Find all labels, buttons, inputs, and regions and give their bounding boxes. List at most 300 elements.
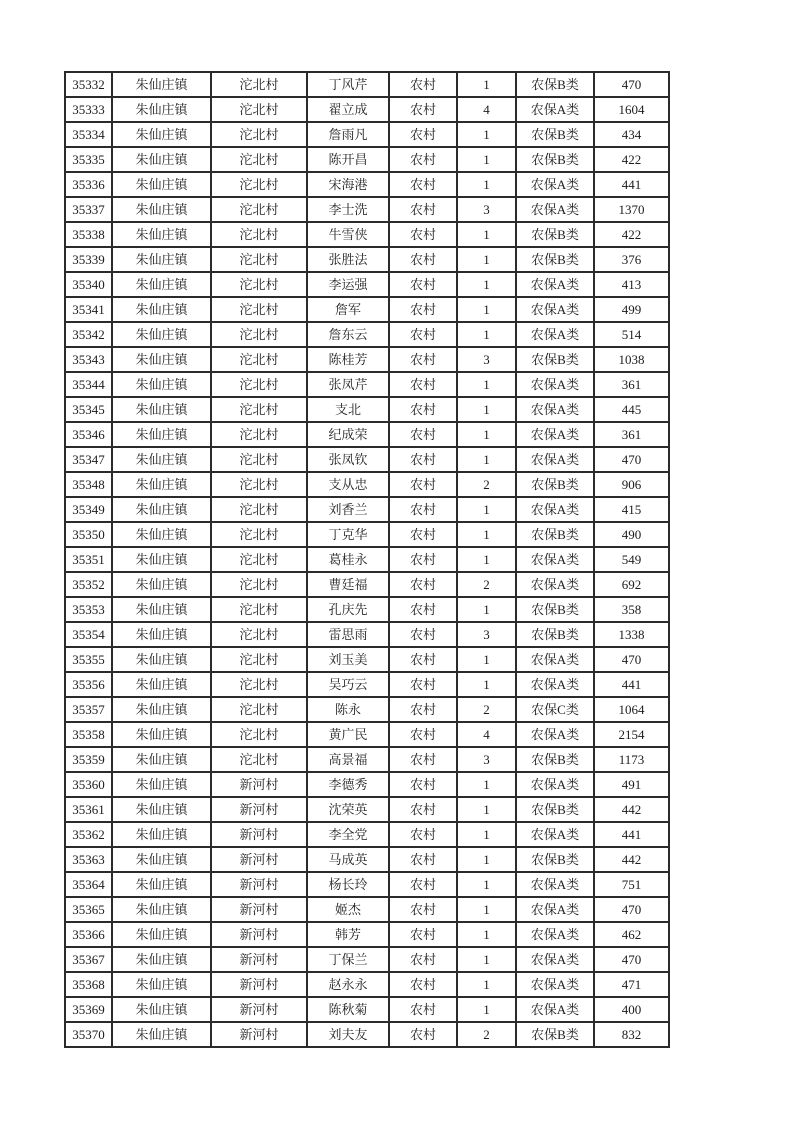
cell-village: 沱北村 bbox=[211, 522, 307, 547]
cell-category: 农保A类 bbox=[516, 672, 594, 697]
cell-name: 李运强 bbox=[307, 272, 389, 297]
cell-id: 35370 bbox=[65, 1022, 112, 1047]
cell-type: 农村 bbox=[389, 697, 457, 722]
cell-type: 农村 bbox=[389, 772, 457, 797]
cell-category: 农保A类 bbox=[516, 922, 594, 947]
cell-category: 农保A类 bbox=[516, 647, 594, 672]
cell-village: 新河村 bbox=[211, 897, 307, 922]
cell-amount: 422 bbox=[594, 222, 669, 247]
cell-type: 农村 bbox=[389, 422, 457, 447]
cell-name: 马成英 bbox=[307, 847, 389, 872]
cell-name: 陈开昌 bbox=[307, 147, 389, 172]
cell-village: 沱北村 bbox=[211, 497, 307, 522]
table-row bbox=[65, 247, 669, 272]
cell-category: 农保B类 bbox=[516, 472, 594, 497]
cell-town: 朱仙庄镇 bbox=[112, 597, 211, 622]
cell-amount: 470 bbox=[594, 72, 669, 97]
cell-town: 朱仙庄镇 bbox=[112, 947, 211, 972]
cell-village: 沱北村 bbox=[211, 547, 307, 572]
cell-count: 1 bbox=[457, 597, 516, 622]
cell-village: 沱北村 bbox=[211, 472, 307, 497]
cell-count: 2 bbox=[457, 472, 516, 497]
table-row bbox=[65, 422, 669, 447]
cell-village: 沱北村 bbox=[211, 72, 307, 97]
cell-type: 农村 bbox=[389, 122, 457, 147]
cell-type: 农村 bbox=[389, 572, 457, 597]
cell-count: 1 bbox=[457, 672, 516, 697]
cell-village: 沱北村 bbox=[211, 222, 307, 247]
cell-town: 朱仙庄镇 bbox=[112, 272, 211, 297]
cell-category: 农保A类 bbox=[516, 872, 594, 897]
cell-id: 35365 bbox=[65, 897, 112, 922]
cell-town: 朱仙庄镇 bbox=[112, 397, 211, 422]
cell-town: 朱仙庄镇 bbox=[112, 697, 211, 722]
cell-category: 农保B类 bbox=[516, 797, 594, 822]
table-row bbox=[65, 547, 669, 572]
cell-type: 农村 bbox=[389, 347, 457, 372]
cell-name: 詹军 bbox=[307, 297, 389, 322]
cell-count: 3 bbox=[457, 347, 516, 372]
cell-type: 农村 bbox=[389, 297, 457, 322]
cell-id: 35369 bbox=[65, 997, 112, 1022]
cell-type: 农村 bbox=[389, 897, 457, 922]
cell-id: 35355 bbox=[65, 647, 112, 672]
cell-type: 农村 bbox=[389, 597, 457, 622]
cell-count: 1 bbox=[457, 922, 516, 947]
cell-id: 35356 bbox=[65, 672, 112, 697]
cell-count: 1 bbox=[457, 872, 516, 897]
cell-name: 李全党 bbox=[307, 822, 389, 847]
cell-category: 农保A类 bbox=[516, 972, 594, 997]
cell-type: 农村 bbox=[389, 197, 457, 222]
cell-amount: 1064 bbox=[594, 697, 669, 722]
cell-amount: 422 bbox=[594, 147, 669, 172]
cell-type: 农村 bbox=[389, 547, 457, 572]
cell-id: 35336 bbox=[65, 172, 112, 197]
cell-category: 农保B类 bbox=[516, 222, 594, 247]
cell-type: 农村 bbox=[389, 447, 457, 472]
cell-count: 1 bbox=[457, 547, 516, 572]
data-table bbox=[64, 71, 670, 1048]
table-row bbox=[65, 647, 669, 672]
cell-town: 朱仙庄镇 bbox=[112, 172, 211, 197]
table-row bbox=[65, 397, 669, 422]
cell-count: 1 bbox=[457, 522, 516, 547]
cell-town: 朱仙庄镇 bbox=[112, 522, 211, 547]
cell-amount: 376 bbox=[594, 247, 669, 272]
table-row bbox=[65, 1022, 669, 1047]
cell-count: 1 bbox=[457, 222, 516, 247]
cell-id: 35345 bbox=[65, 397, 112, 422]
table-row bbox=[65, 572, 669, 597]
cell-id: 35340 bbox=[65, 272, 112, 297]
cell-type: 农村 bbox=[389, 397, 457, 422]
cell-id: 35366 bbox=[65, 922, 112, 947]
cell-amount: 491 bbox=[594, 772, 669, 797]
cell-village: 沱北村 bbox=[211, 197, 307, 222]
cell-name: 李士洗 bbox=[307, 197, 389, 222]
cell-count: 1 bbox=[457, 272, 516, 297]
cell-category: 农保B类 bbox=[516, 122, 594, 147]
table-row bbox=[65, 697, 669, 722]
cell-count: 1 bbox=[457, 247, 516, 272]
cell-amount: 2154 bbox=[594, 722, 669, 747]
cell-count: 1 bbox=[457, 797, 516, 822]
cell-count: 1 bbox=[457, 72, 516, 97]
cell-town: 朱仙庄镇 bbox=[112, 722, 211, 747]
cell-amount: 442 bbox=[594, 847, 669, 872]
cell-village: 沱北村 bbox=[211, 372, 307, 397]
cell-name: 杨长玲 bbox=[307, 872, 389, 897]
cell-type: 农村 bbox=[389, 997, 457, 1022]
cell-village: 沱北村 bbox=[211, 647, 307, 672]
cell-count: 1 bbox=[457, 447, 516, 472]
cell-amount: 361 bbox=[594, 422, 669, 447]
cell-name: 詹雨凡 bbox=[307, 122, 389, 147]
cell-name: 丁保兰 bbox=[307, 947, 389, 972]
cell-amount: 462 bbox=[594, 922, 669, 947]
cell-type: 农村 bbox=[389, 922, 457, 947]
cell-town: 朱仙庄镇 bbox=[112, 497, 211, 522]
cell-id: 35357 bbox=[65, 697, 112, 722]
table-row bbox=[65, 672, 669, 697]
cell-town: 朱仙庄镇 bbox=[112, 72, 211, 97]
cell-village: 沱北村 bbox=[211, 397, 307, 422]
table-row bbox=[65, 897, 669, 922]
cell-amount: 1038 bbox=[594, 347, 669, 372]
cell-type: 农村 bbox=[389, 872, 457, 897]
cell-town: 朱仙庄镇 bbox=[112, 247, 211, 272]
cell-village: 新河村 bbox=[211, 922, 307, 947]
cell-village: 沱北村 bbox=[211, 697, 307, 722]
cell-village: 沱北村 bbox=[211, 297, 307, 322]
cell-count: 1 bbox=[457, 122, 516, 147]
cell-id: 35361 bbox=[65, 797, 112, 822]
cell-town: 朱仙庄镇 bbox=[112, 147, 211, 172]
cell-type: 农村 bbox=[389, 72, 457, 97]
cell-amount: 751 bbox=[594, 872, 669, 897]
cell-id: 35368 bbox=[65, 972, 112, 997]
cell-amount: 1370 bbox=[594, 197, 669, 222]
table-row bbox=[65, 872, 669, 897]
table-row bbox=[65, 722, 669, 747]
table-row bbox=[65, 522, 669, 547]
cell-id: 35346 bbox=[65, 422, 112, 447]
cell-name: 詹东云 bbox=[307, 322, 389, 347]
cell-id: 35354 bbox=[65, 622, 112, 647]
cell-type: 农村 bbox=[389, 147, 457, 172]
cell-town: 朱仙庄镇 bbox=[112, 447, 211, 472]
cell-type: 农村 bbox=[389, 797, 457, 822]
cell-count: 1 bbox=[457, 997, 516, 1022]
cell-type: 农村 bbox=[389, 272, 457, 297]
cell-town: 朱仙庄镇 bbox=[112, 772, 211, 797]
cell-category: 农保B类 bbox=[516, 147, 594, 172]
cell-village: 沱北村 bbox=[211, 447, 307, 472]
cell-town: 朱仙庄镇 bbox=[112, 647, 211, 672]
cell-category: 农保B类 bbox=[516, 1022, 594, 1047]
cell-village: 新河村 bbox=[211, 797, 307, 822]
cell-name: 支北 bbox=[307, 397, 389, 422]
cell-name: 丁风芹 bbox=[307, 72, 389, 97]
cell-type: 农村 bbox=[389, 972, 457, 997]
cell-town: 朱仙庄镇 bbox=[112, 547, 211, 572]
cell-amount: 441 bbox=[594, 172, 669, 197]
table-row bbox=[65, 772, 669, 797]
cell-id: 35341 bbox=[65, 297, 112, 322]
cell-name: 刘夫友 bbox=[307, 1022, 389, 1047]
cell-category: 农保B类 bbox=[516, 597, 594, 622]
cell-id: 35364 bbox=[65, 872, 112, 897]
cell-count: 1 bbox=[457, 297, 516, 322]
cell-count: 3 bbox=[457, 622, 516, 647]
cell-count: 1 bbox=[457, 147, 516, 172]
table-row bbox=[65, 347, 669, 372]
cell-count: 1 bbox=[457, 397, 516, 422]
cell-count: 1 bbox=[457, 897, 516, 922]
cell-town: 朱仙庄镇 bbox=[112, 922, 211, 947]
cell-amount: 434 bbox=[594, 122, 669, 147]
cell-village: 新河村 bbox=[211, 772, 307, 797]
cell-id: 35359 bbox=[65, 747, 112, 772]
cell-type: 农村 bbox=[389, 722, 457, 747]
cell-name: 姬杰 bbox=[307, 897, 389, 922]
cell-name: 陈秋菊 bbox=[307, 997, 389, 1022]
cell-name: 黄广民 bbox=[307, 722, 389, 747]
cell-town: 朱仙庄镇 bbox=[112, 297, 211, 322]
cell-category: 农保A类 bbox=[516, 822, 594, 847]
cell-category: 农保A类 bbox=[516, 997, 594, 1022]
cell-town: 朱仙庄镇 bbox=[112, 472, 211, 497]
table-row bbox=[65, 822, 669, 847]
cell-amount: 471 bbox=[594, 972, 669, 997]
cell-town: 朱仙庄镇 bbox=[112, 422, 211, 447]
cell-name: 张凤钦 bbox=[307, 447, 389, 472]
cell-amount: 1173 bbox=[594, 747, 669, 772]
cell-village: 新河村 bbox=[211, 997, 307, 1022]
cell-type: 农村 bbox=[389, 522, 457, 547]
cell-count: 1 bbox=[457, 372, 516, 397]
cell-category: 农保A类 bbox=[516, 372, 594, 397]
cell-category: 农保A类 bbox=[516, 547, 594, 572]
cell-town: 朱仙庄镇 bbox=[112, 847, 211, 872]
cell-count: 1 bbox=[457, 772, 516, 797]
table-row bbox=[65, 372, 669, 397]
table-row bbox=[65, 72, 669, 97]
cell-count: 2 bbox=[457, 697, 516, 722]
table-row bbox=[65, 597, 669, 622]
cell-type: 农村 bbox=[389, 622, 457, 647]
cell-id: 35349 bbox=[65, 497, 112, 522]
cell-town: 朱仙庄镇 bbox=[112, 97, 211, 122]
cell-amount: 906 bbox=[594, 472, 669, 497]
cell-id: 35352 bbox=[65, 572, 112, 597]
cell-amount: 490 bbox=[594, 522, 669, 547]
cell-village: 新河村 bbox=[211, 847, 307, 872]
cell-id: 35362 bbox=[65, 822, 112, 847]
cell-village: 新河村 bbox=[211, 972, 307, 997]
cell-id: 35338 bbox=[65, 222, 112, 247]
cell-town: 朱仙庄镇 bbox=[112, 872, 211, 897]
cell-id: 35353 bbox=[65, 597, 112, 622]
cell-village: 沱北村 bbox=[211, 347, 307, 372]
cell-id: 35344 bbox=[65, 372, 112, 397]
cell-type: 农村 bbox=[389, 647, 457, 672]
cell-type: 农村 bbox=[389, 322, 457, 347]
cell-id: 35332 bbox=[65, 72, 112, 97]
cell-amount: 549 bbox=[594, 547, 669, 572]
cell-name: 孔庆先 bbox=[307, 597, 389, 622]
cell-category: 农保A类 bbox=[516, 322, 594, 347]
cell-category: 农保A类 bbox=[516, 947, 594, 972]
cell-village: 沱北村 bbox=[211, 147, 307, 172]
cell-type: 农村 bbox=[389, 672, 457, 697]
cell-town: 朱仙庄镇 bbox=[112, 197, 211, 222]
cell-amount: 692 bbox=[594, 572, 669, 597]
cell-name: 韩芳 bbox=[307, 922, 389, 947]
cell-id: 35333 bbox=[65, 97, 112, 122]
cell-category: 农保B类 bbox=[516, 847, 594, 872]
table-row bbox=[65, 622, 669, 647]
cell-village: 沱北村 bbox=[211, 247, 307, 272]
cell-town: 朱仙庄镇 bbox=[112, 622, 211, 647]
cell-category: 农保A类 bbox=[516, 272, 594, 297]
cell-count: 1 bbox=[457, 647, 516, 672]
cell-category: 农保C类 bbox=[516, 697, 594, 722]
cell-type: 农村 bbox=[389, 97, 457, 122]
cell-village: 沱北村 bbox=[211, 572, 307, 597]
cell-count: 2 bbox=[457, 1022, 516, 1047]
cell-type: 农村 bbox=[389, 247, 457, 272]
cell-count: 1 bbox=[457, 947, 516, 972]
table-row bbox=[65, 222, 669, 247]
cell-id: 35367 bbox=[65, 947, 112, 972]
table-row bbox=[65, 122, 669, 147]
cell-category: 农保A类 bbox=[516, 97, 594, 122]
cell-name: 翟立成 bbox=[307, 97, 389, 122]
cell-amount: 361 bbox=[594, 372, 669, 397]
cell-count: 1 bbox=[457, 972, 516, 997]
cell-name: 张凤芹 bbox=[307, 372, 389, 397]
cell-amount: 470 bbox=[594, 647, 669, 672]
cell-category: 农保B类 bbox=[516, 72, 594, 97]
cell-id: 35351 bbox=[65, 547, 112, 572]
cell-name: 陈桂芳 bbox=[307, 347, 389, 372]
cell-amount: 470 bbox=[594, 947, 669, 972]
cell-village: 新河村 bbox=[211, 822, 307, 847]
cell-type: 农村 bbox=[389, 172, 457, 197]
table-row bbox=[65, 997, 669, 1022]
cell-village: 沱北村 bbox=[211, 272, 307, 297]
cell-village: 沱北村 bbox=[211, 97, 307, 122]
cell-town: 朱仙庄镇 bbox=[112, 122, 211, 147]
cell-category: 农保A类 bbox=[516, 172, 594, 197]
cell-id: 35350 bbox=[65, 522, 112, 547]
cell-count: 3 bbox=[457, 197, 516, 222]
table-row bbox=[65, 297, 669, 322]
cell-amount: 415 bbox=[594, 497, 669, 522]
cell-village: 沱北村 bbox=[211, 747, 307, 772]
cell-amount: 358 bbox=[594, 597, 669, 622]
cell-category: 农保B类 bbox=[516, 347, 594, 372]
cell-type: 农村 bbox=[389, 372, 457, 397]
cell-name: 沈荣英 bbox=[307, 797, 389, 822]
cell-village: 沱北村 bbox=[211, 622, 307, 647]
cell-category: 农保A类 bbox=[516, 722, 594, 747]
cell-amount: 400 bbox=[594, 997, 669, 1022]
cell-name: 吴巧云 bbox=[307, 672, 389, 697]
cell-category: 农保A类 bbox=[516, 422, 594, 447]
cell-name: 张胜法 bbox=[307, 247, 389, 272]
cell-name: 陈永 bbox=[307, 697, 389, 722]
cell-count: 1 bbox=[457, 497, 516, 522]
table-row bbox=[65, 172, 669, 197]
cell-name: 葛桂永 bbox=[307, 547, 389, 572]
cell-type: 农村 bbox=[389, 222, 457, 247]
cell-town: 朱仙庄镇 bbox=[112, 747, 211, 772]
cell-town: 朱仙庄镇 bbox=[112, 997, 211, 1022]
cell-id: 35363 bbox=[65, 847, 112, 872]
cell-town: 朱仙庄镇 bbox=[112, 222, 211, 247]
cell-name: 支从忠 bbox=[307, 472, 389, 497]
cell-id: 35334 bbox=[65, 122, 112, 147]
table-row bbox=[65, 272, 669, 297]
table-body bbox=[65, 72, 669, 1047]
cell-count: 1 bbox=[457, 172, 516, 197]
table-row bbox=[65, 97, 669, 122]
cell-type: 农村 bbox=[389, 947, 457, 972]
cell-category: 农保A类 bbox=[516, 447, 594, 472]
cell-village: 新河村 bbox=[211, 872, 307, 897]
cell-town: 朱仙庄镇 bbox=[112, 372, 211, 397]
cell-town: 朱仙庄镇 bbox=[112, 822, 211, 847]
cell-town: 朱仙庄镇 bbox=[112, 347, 211, 372]
cell-id: 35337 bbox=[65, 197, 112, 222]
cell-village: 沱北村 bbox=[211, 122, 307, 147]
cell-type: 农村 bbox=[389, 497, 457, 522]
cell-amount: 1338 bbox=[594, 622, 669, 647]
table-row bbox=[65, 922, 669, 947]
cell-count: 1 bbox=[457, 847, 516, 872]
cell-category: 农保A类 bbox=[516, 297, 594, 322]
cell-village: 沱北村 bbox=[211, 422, 307, 447]
cell-name: 刘玉美 bbox=[307, 647, 389, 672]
table-row bbox=[65, 972, 669, 997]
table-row bbox=[65, 147, 669, 172]
table-row bbox=[65, 847, 669, 872]
cell-town: 朱仙庄镇 bbox=[112, 1022, 211, 1047]
cell-town: 朱仙庄镇 bbox=[112, 972, 211, 997]
table-row bbox=[65, 797, 669, 822]
cell-count: 4 bbox=[457, 722, 516, 747]
table-row bbox=[65, 447, 669, 472]
cell-amount: 470 bbox=[594, 897, 669, 922]
cell-amount: 413 bbox=[594, 272, 669, 297]
cell-id: 35342 bbox=[65, 322, 112, 347]
cell-amount: 832 bbox=[594, 1022, 669, 1047]
cell-name: 宋海港 bbox=[307, 172, 389, 197]
cell-town: 朱仙庄镇 bbox=[112, 572, 211, 597]
cell-village: 新河村 bbox=[211, 1022, 307, 1047]
cell-category: 农保A类 bbox=[516, 897, 594, 922]
cell-id: 35335 bbox=[65, 147, 112, 172]
cell-category: 农保A类 bbox=[516, 497, 594, 522]
cell-count: 4 bbox=[457, 97, 516, 122]
cell-type: 农村 bbox=[389, 747, 457, 772]
cell-category: 农保B类 bbox=[516, 622, 594, 647]
cell-amount: 445 bbox=[594, 397, 669, 422]
cell-id: 35358 bbox=[65, 722, 112, 747]
